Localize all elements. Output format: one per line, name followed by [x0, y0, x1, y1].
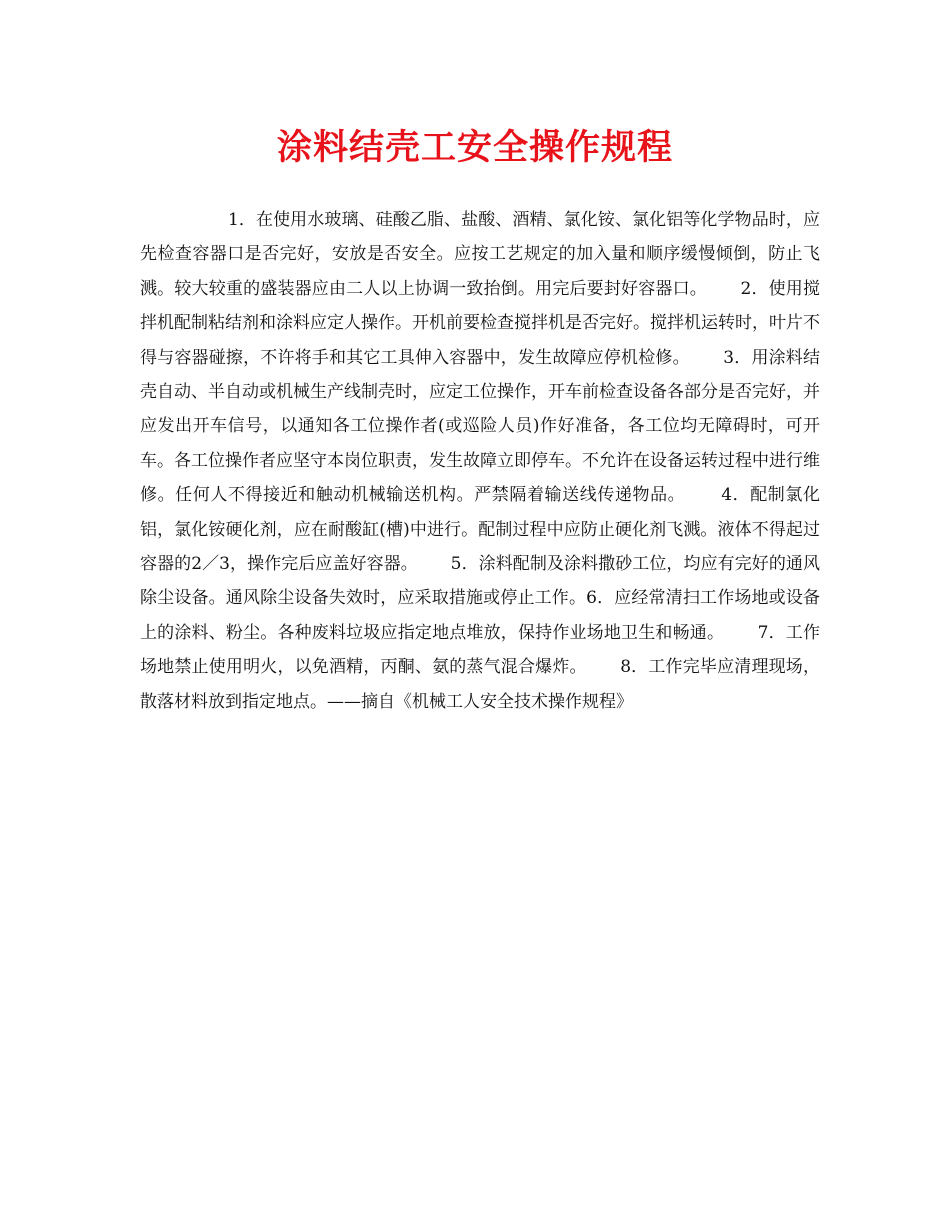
document-body: 1．在使用水玻璃、硅酸乙脂、盐酸、酒精、氯化铵、氯化铝等化学物品时，应先检查容器口是否完好，安放是否安全。应按工艺规定的加入量和顺序缓慢倾倒，防止飞溅。较大较重的盛装器应由二人以上协调一致抬倒。用完后要封好容器口。 2．使用搅拌机配制粘结剂和涂料应定人操作。开机前要检查搅拌机是否完好。搅拌机运转时，叶片不得与容器碰擦，不许将手和其它工具伸入容器中，发生故障应停机检修。 3．用涂料结壳自动、半自动或机械生产线制壳时，应定工位操作，开车前检查设备各部分是否完好，并应发出开车信号，以通知各工位操作者(或巡险人员)作好准备，各工位均无障碍时，可开车。各工位操作者应坚守本岗位职责，发生故障立即停车。不允许在设备运转过程中进行维修。任何人不得接近和触动机械输送机构。严禁隔着输送线传递物品。 4．配制氯化铝，氯化铵硬化剂，应在耐酸缸(槽)中进行。配制过程中应防止硬化剂飞溅。液体不得起过容器的2／3，操作完后应盖好容器。 5．涂料配制及涂料撒砂工位，均应有完好的通风除尘设备。通风除尘设备失效时，应采取措施或停止工作。6．应经常清扫工作场地或设备上的涂料、粉尘。各种废料垃圾应指定地点堆放，保持作业场地卫生和畅通。 7．工作场地禁止使用明火，以免酒精，丙酮、氨的蒸气混合爆炸。 8．工作完毕应清理现场，散落材料放到指定地点。——摘自《机械工人安全技术操作规程》 — [140, 210, 820, 712]
document-title: 涂料结壳工安全操作规程 — [276, 127, 673, 168]
